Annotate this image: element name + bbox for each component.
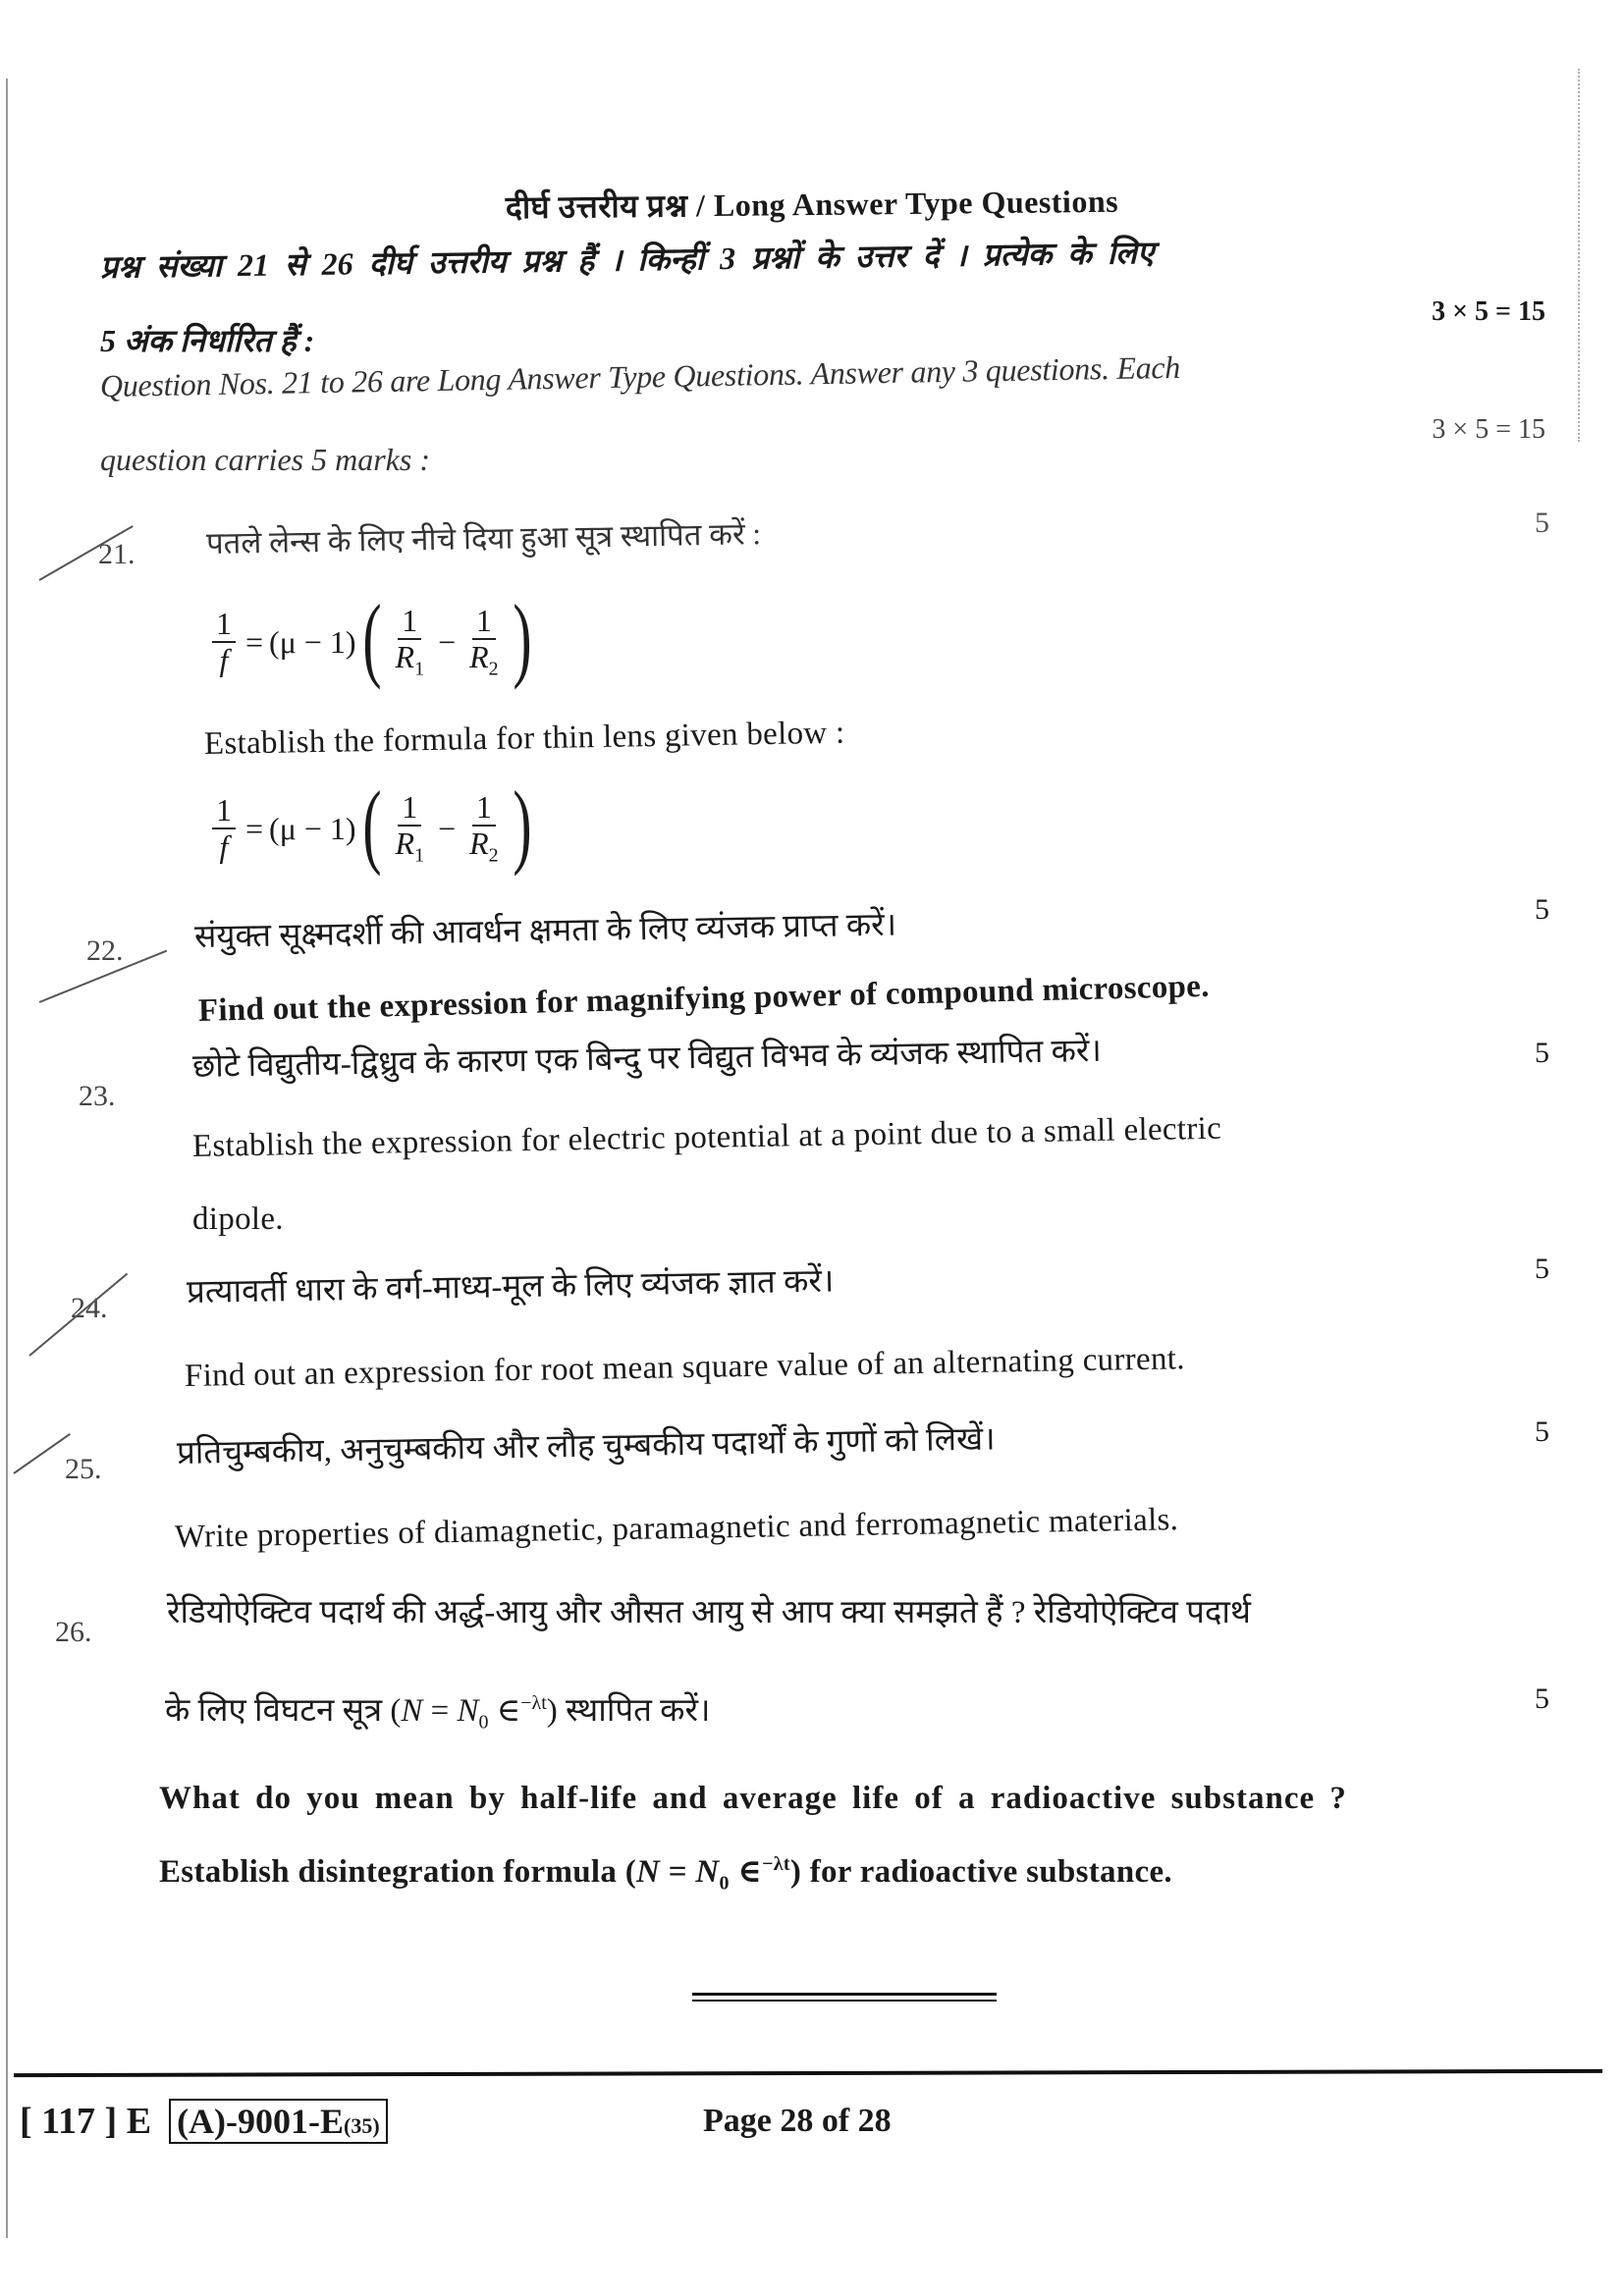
question-23-number: 23.: [79, 1080, 116, 1112]
question-23-marks: 5: [1535, 1037, 1549, 1069]
question-25-number: 25.: [65, 1453, 102, 1485]
question-21-number: 21.: [98, 538, 135, 570]
question-24-english: Find out an expression for root mean square value of an alternating current.: [184, 1341, 1186, 1394]
question-25-english: Write properties of diamagnetic, paramagnetic and ferromagnetic materials.: [174, 1502, 1179, 1555]
section-title-hindi: दीर्घ उत्तरीय प्रश्न: [505, 187, 688, 226]
fraction-1-over-r1: $\frac{1}{R_1}$: [395, 603, 425, 680]
instructions-english-marks: 3 × 5 = 15: [1432, 414, 1545, 445]
question-24-marks: 5: [1535, 1253, 1549, 1285]
instructions-hindi-line2: 5 अंक निर्धारित हैं :: [100, 323, 315, 358]
question-22-english: Find out the expression for magnifying power of compound microscope.: [197, 968, 1211, 1029]
question-26-number: 26.: [55, 1616, 92, 1648]
instructions-english-line1: Question Nos. 21 to 26 are Long Answer Type Questions. Answer any 3 questions. Each: [99, 348, 1181, 403]
question-26-english-line1: What do you mean by half-life and average life of a radioactive substance ?: [159, 1781, 1347, 1816]
question-21-formula-english: $\frac{1}{f}$ = (μ − 1) ( $\frac{1}{R_1}$ − $\frac{1}{R_2}$ ): [208, 785, 538, 872]
question-26-hindi-line2: के लिए विघटन सूत्र ($N = N_0$ ∈$^{-\lambda t}$) स्थापित करें।: [165, 1692, 711, 1734]
question-22-marks: 5: [1535, 893, 1549, 926]
paper-series-box: (A)-9001-E(35): [169, 2099, 388, 2144]
question-22-number: 22.: [86, 934, 124, 967]
question-23-english-line2: dipole.: [192, 1201, 284, 1237]
paper-code: [ 117 ] E: [20, 2101, 152, 2142]
page-number: Page 28 of 28: [703, 2103, 892, 2139]
instructions-english-line2: question carries 5 marks :: [100, 442, 430, 477]
question-21-formula-hindi: $\frac{1}{f}$ = (μ − 1) ( $\frac{1}{R_1}$ − $\frac{1}{R_2}$ ): [208, 599, 538, 685]
page-scan-edge-right: [1578, 69, 1581, 442]
section-title-separator: /: [695, 187, 706, 224]
question-25-hindi: प्रतिचुम्बकीय, अनुचुम्बकीय और लौह चुम्बकीय पदार्थों के गुणों को लिखें।: [176, 1421, 996, 1471]
section-title: [0, 174, 1624, 233]
question-23-english-line1: Establish the expression for electric potential at a point due to a small electric: [191, 1110, 1222, 1164]
fraction-1-over-f: $\frac{1}{f}$: [212, 607, 236, 677]
question-21-hindi: पतले लेन्स के लिए नीचे दिया हुआ सूत्र स्थापित करें :: [205, 516, 762, 561]
question-26-english-line2: Establish disintegration formula ($N = N_0$ ∈$^{-\lambda t}$) for radioactive substance.: [159, 1853, 1172, 1895]
end-of-paper-double-rule: [692, 1993, 997, 2002]
question-21-marks: 5: [1535, 507, 1549, 539]
question-24-number: 24.: [71, 1292, 108, 1324]
question-24-hindi: प्रत्यावर्ती धारा के वर्ग-माध्य-मूल के लिए व्यंजक ज्ञात करें।: [186, 1263, 835, 1310]
pen-tick-mark: [28, 1273, 128, 1357]
question-22-hindi: संयुक्त सूक्ष्मदर्शी की आवर्धन क्षमता के लिए व्यंजक प्राप्त करें।: [193, 907, 897, 955]
footer-rule: [14, 2069, 1602, 2077]
question-26-hindi-line1: रेडियोऐक्टिव पदार्थ की अर्द्ध-आयु और औसत आयु से आप क्या समझते हैं ? रेडियोऐक्टिव पदार्थ: [167, 1595, 1252, 1630]
question-21-english: Establish the formula for thin lens given below :: [203, 715, 845, 762]
pen-tick-mark: [13, 1433, 70, 1474]
footer-code: [20, 2099, 388, 2144]
instructions-hindi-marks: 3 × 5 = 15: [1432, 296, 1545, 327]
instructions-hindi-line1: प्रश्न संख्या 21 से 26 दीर्घ उत्तरीय प्रश्न हैं । किन्हीं 3 प्रश्नों के उत्तर दें । प्रत्येक के लिए: [99, 235, 1155, 285]
page-scan-edge-left: [6, 79, 8, 2238]
question-23-hindi: छोटे विद्युतीय-द्विध्रुव के कारण एक बिन्दु पर विद्युत विभव के व्यंजक स्थापित करें।: [191, 1033, 1103, 1085]
question-26-marks: 5: [1535, 1682, 1549, 1715]
section-title-english: Long Answer Type Questions: [713, 183, 1119, 224]
question-25-marks: 5: [1535, 1415, 1549, 1448]
fraction-1-over-r2: $\frac{1}{R_2}$: [469, 603, 499, 680]
